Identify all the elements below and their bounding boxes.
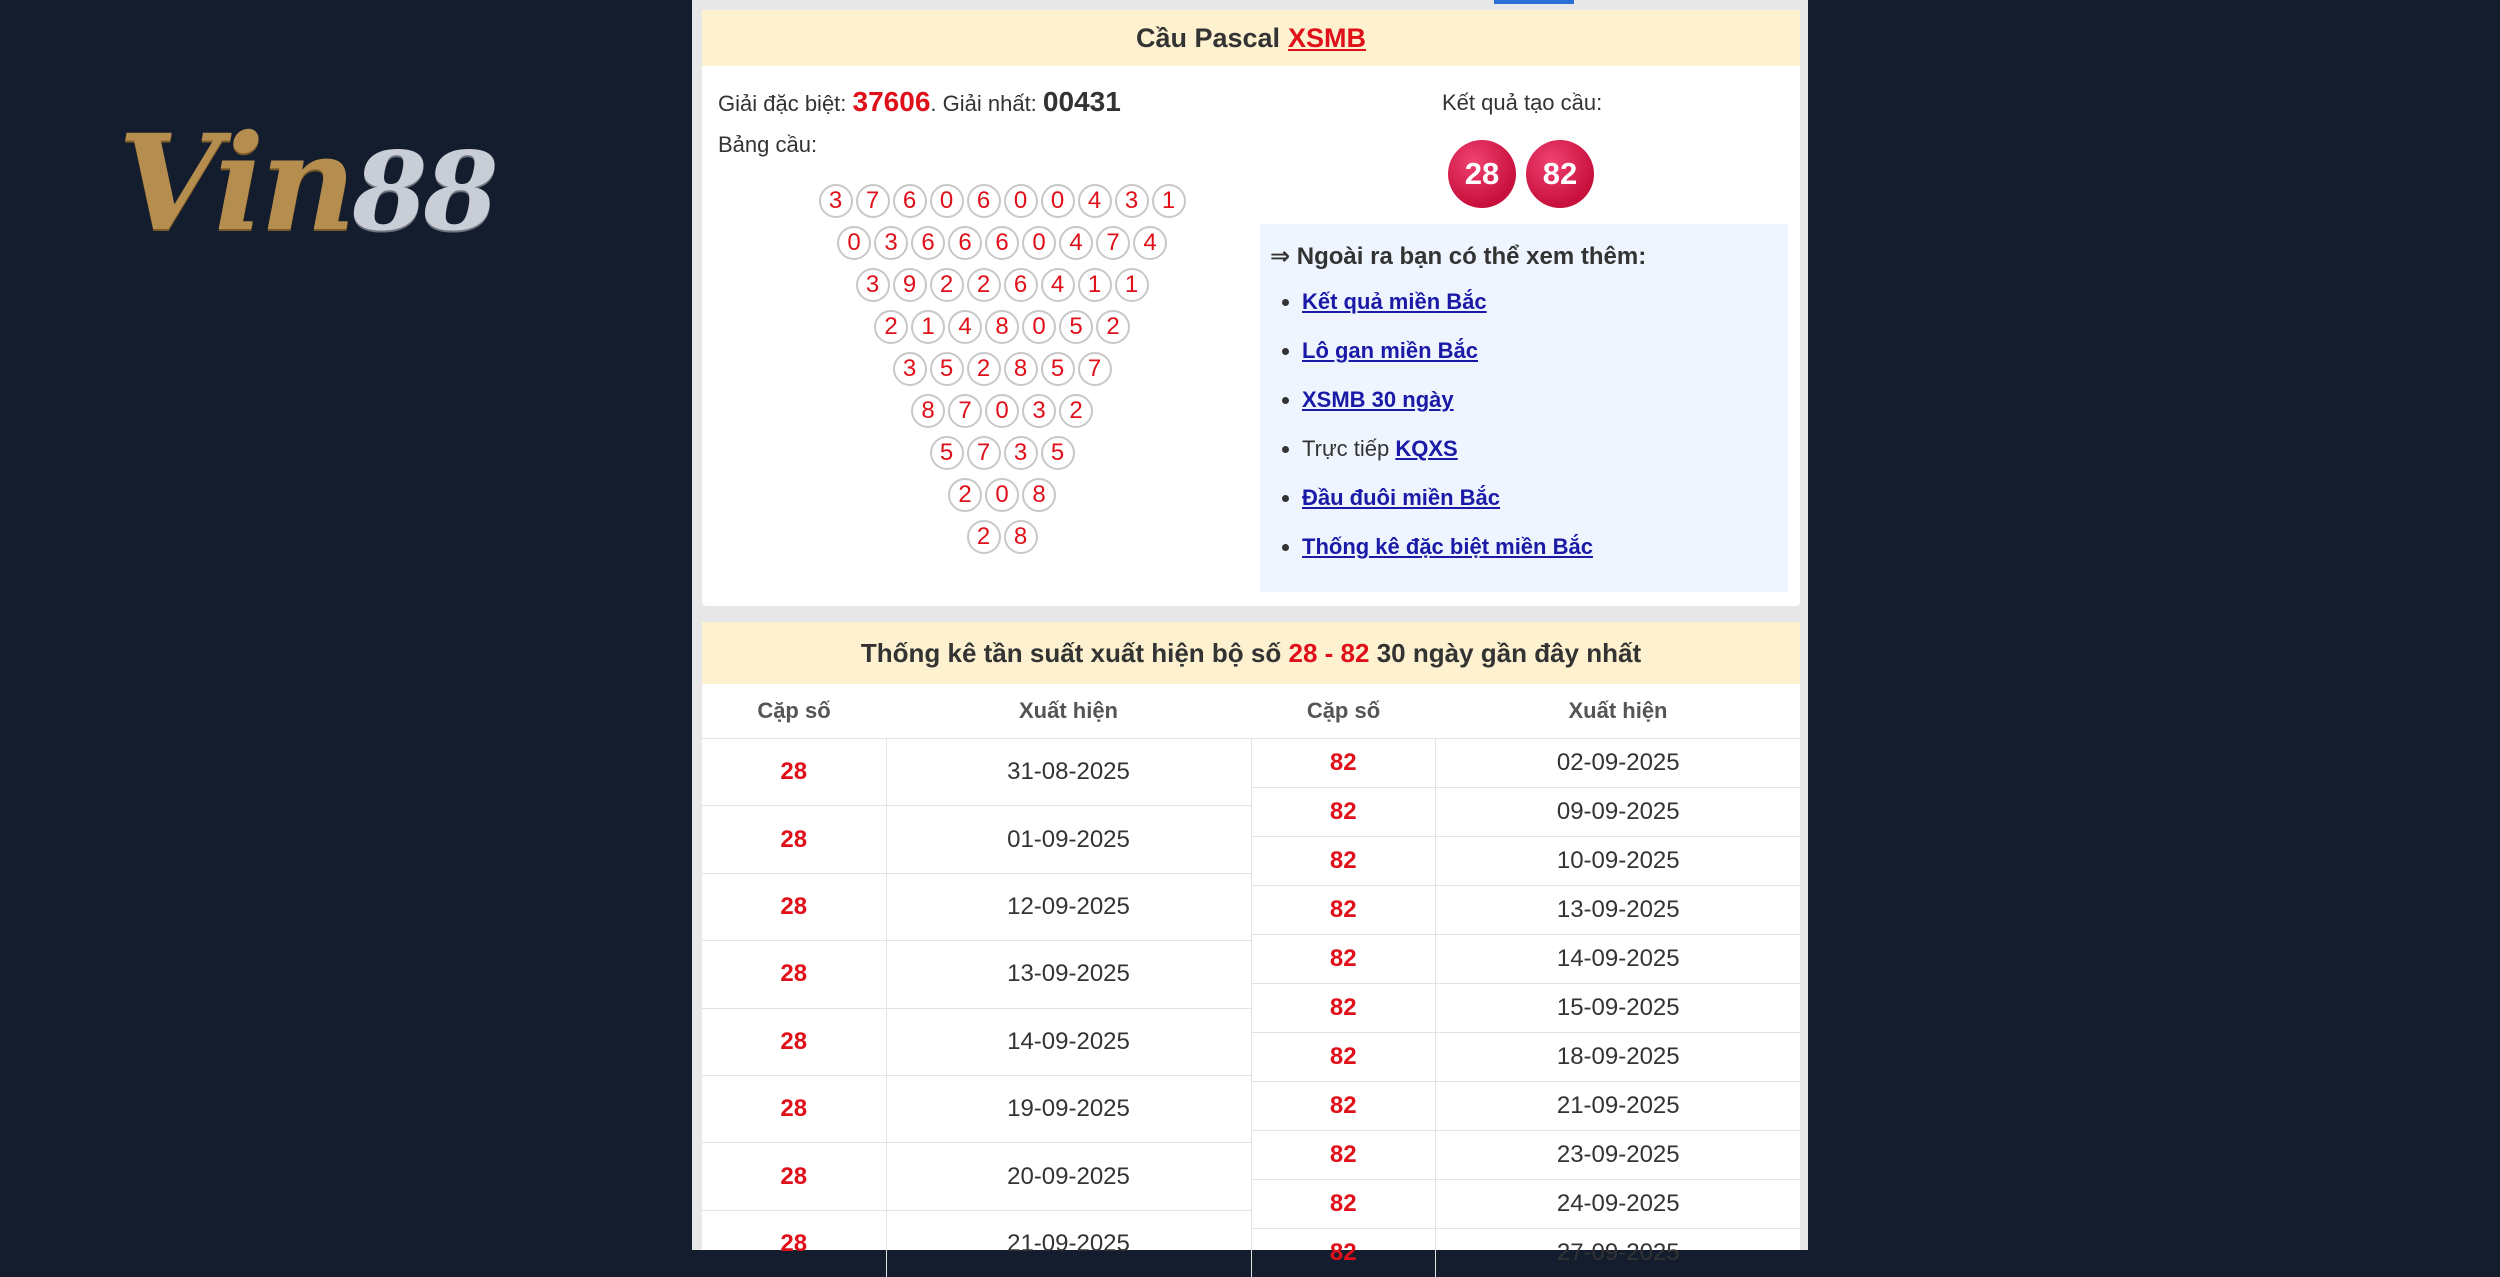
table-row [1252,1131,1801,1180]
pascal-digit: 0 [1004,184,1038,218]
pair-cell: 28 [702,873,886,940]
date-cell: 12-09-2025 [886,873,1251,940]
table-row [702,1008,1251,1075]
link-xsmb-30-ngay[interactable]: XSMB 30 ngày [1302,387,1454,412]
date-cell: 24-09-2025 [1436,1180,1801,1229]
stats-table-right [1252,684,1801,1277]
stats-table-left [702,684,1252,1277]
date-cell: 15-09-2025 [1436,984,1801,1033]
result-ball: 28 [1448,140,1516,208]
link-ket-qua-mien-bac[interactable]: Kết quả miền Bắc [1302,289,1487,314]
pascal-digit: 6 [948,226,982,260]
list-item [1302,277,1778,326]
stats-card-header [702,622,1800,684]
table-row [1252,837,1801,886]
pascal-digit: 5 [1059,310,1093,344]
link-prefix: Trực tiếp [1302,436,1395,461]
pascal-digit: 2 [1059,394,1093,428]
pascal-row [702,390,1302,432]
pascal-row [702,516,1302,558]
date-cell: 02-09-2025 [1436,739,1801,788]
pascal-digit: 4 [1133,226,1167,260]
pascal-digit: 1 [911,310,945,344]
pascal-card [702,10,1800,606]
pair-cell: 28 [702,1210,886,1277]
special-prize-label: Giải đặc biệt: [718,91,846,116]
pascal-digit: 7 [948,394,982,428]
pascal-digit: 3 [819,184,853,218]
first-prize-value: 00431 [1043,86,1121,117]
date-cell: 13-09-2025 [886,941,1251,1008]
pascal-digit: 4 [1059,226,1093,260]
pascal-digit: 0 [1022,310,1056,344]
table-row [702,739,1251,806]
more-links-title: ⇒ Ngoài ra bạn có thể xem thêm: [1270,242,1778,271]
pair-cell: 82 [1252,984,1436,1033]
date-cell: 01-09-2025 [886,806,1251,873]
pascal-digit: 5 [1041,436,1075,470]
pascal-digit: 0 [837,226,871,260]
pascal-digit: 7 [1096,226,1130,260]
date-cell: 19-09-2025 [886,1075,1251,1142]
stats-pair-b: 82 [1341,638,1370,669]
table-row [1252,1033,1801,1082]
pascal-digit: 6 [893,184,927,218]
table-row [702,941,1251,1008]
pascal-digit: 2 [1096,310,1130,344]
date-cell: 10-09-2025 [1436,837,1801,886]
pair-cell: 82 [1252,935,1436,984]
pascal-digit: 3 [1022,394,1056,428]
pascal-digit: 8 [911,394,945,428]
pascal-digit: 0 [985,394,1019,428]
table-row [702,873,1251,940]
pascal-digit: 8 [1022,478,1056,512]
table-row [1252,935,1801,984]
pair-cell: 28 [702,739,886,806]
pascal-digit: 8 [1004,352,1038,386]
pascal-digit: 6 [1004,268,1038,302]
link-thong-ke-dac-biet[interactable]: Thống kê đặc biệt miền Bắc [1302,534,1593,559]
col-header-seen: Xuất hiện [886,684,1251,739]
pascal-digit: 6 [967,184,1001,218]
pascal-digit: 3 [893,352,927,386]
pair-cell: 82 [1252,1082,1436,1131]
pascal-digit: 3 [1115,184,1149,218]
list-item [1302,522,1778,571]
pascal-row [702,348,1302,390]
stats-pair-a: 28 [1288,638,1317,669]
pascal-digit: 2 [967,352,1001,386]
pair-cell: 82 [1252,1180,1436,1229]
pascal-row [702,222,1302,264]
link-dau-duoi-mien-bac[interactable]: Đầu đuôi miền Bắc [1302,485,1500,510]
vin88-logo[interactable] [118,118,495,250]
date-cell: 31-08-2025 [886,739,1251,806]
pascal-digit: 5 [1041,352,1075,386]
pascal-digit: 4 [1078,184,1112,218]
table-row [1252,886,1801,935]
pascal-row [702,306,1302,348]
pascal-digit: 3 [856,268,890,302]
col-header-seen: Xuất hiện [1436,684,1801,739]
pair-cell: 28 [702,1075,886,1142]
pair-cell: 28 [702,1008,886,1075]
bang-cau-label: Bảng cầu: [718,132,817,158]
prize-line [718,86,1121,118]
table-row [1252,788,1801,837]
pair-cell: 82 [1252,1033,1436,1082]
table-header-row [702,684,1251,739]
pascal-title: Cầu Pascal [1136,23,1280,54]
pascal-digit: 2 [967,520,1001,554]
date-cell: 21-09-2025 [1436,1082,1801,1131]
pascal-digit: 4 [948,310,982,344]
pair-cell: 82 [1252,788,1436,837]
pascal-row [702,432,1302,474]
stats-card [702,622,1800,1250]
pascal-card-header [702,10,1800,66]
pascal-digit: 0 [930,184,964,218]
pascal-digit: 7 [856,184,890,218]
pascal-digit: 1 [1115,268,1149,302]
pair-cell: 28 [702,941,886,1008]
date-cell: 27-09-2025 [1436,1229,1801,1277]
pascal-digit: 7 [1078,352,1112,386]
pascal-digit: 8 [985,310,1019,344]
date-cell: 21-09-2025 [886,1210,1251,1277]
table-row [1252,739,1801,788]
pascal-digit: 1 [1078,268,1112,302]
link-kqxs[interactable]: KQXS [1395,436,1457,461]
list-item [1302,424,1778,473]
pascal-row [702,264,1302,306]
pascal-digit: 6 [985,226,1019,260]
first-prize-label: . Giải nhất: [930,91,1036,116]
table-row [702,1143,1251,1210]
pascal-digit: 5 [930,436,964,470]
date-cell: 09-09-2025 [1436,788,1801,837]
list-item [1302,473,1778,522]
table-row [702,1210,1251,1277]
stats-title-prefix: Thống kê tần suất xuất hiện bộ số [861,638,1281,669]
result-balls [1448,140,1594,208]
col-header-pair: Cặp số [702,684,886,739]
logo-text-88: 88 [352,129,494,255]
pascal-digit: 7 [967,436,1001,470]
pascal-digit: 1 [1152,184,1186,218]
xsmb-link[interactable]: XSMB [1288,23,1366,54]
pascal-row [702,474,1302,516]
pascal-digit: 8 [1004,520,1038,554]
table-row [1252,1229,1801,1277]
stats-tables [702,684,1800,1277]
active-tab-indicator [1494,0,1574,4]
table-row [702,806,1251,873]
pascal-digit: 6 [911,226,945,260]
pascal-digit: 2 [967,268,1001,302]
pair-cell: 82 [1252,837,1436,886]
pascal-digit: 2 [930,268,964,302]
pascal-digit: 3 [874,226,908,260]
pascal-digit: 9 [893,268,927,302]
col-header-pair: Cặp số [1252,684,1436,739]
stats-title-suffix: 30 ngày gần đây nhất [1377,638,1641,669]
pascal-digit: 0 [1022,226,1056,260]
date-cell: 18-09-2025 [1436,1033,1801,1082]
pair-cell: 82 [1252,1229,1436,1277]
pascal-digit: 0 [985,478,1019,512]
special-prize-value: 37606 [853,86,931,117]
stats-dash: - [1325,638,1334,669]
date-cell: 20-09-2025 [886,1143,1251,1210]
pascal-triangle [702,180,1302,558]
date-cell: 13-09-2025 [1436,886,1801,935]
pair-cell: 28 [702,806,886,873]
list-item [1302,375,1778,424]
date-cell: 23-09-2025 [1436,1131,1801,1180]
result-label: Kết quả tạo cầu: [1442,90,1602,116]
table-row [1252,1082,1801,1131]
pascal-digit: 4 [1041,268,1075,302]
pair-cell: 28 [702,1143,886,1210]
more-links-list [1270,277,1778,571]
result-ball: 82 [1526,140,1594,208]
table-row [702,1075,1251,1142]
more-links-box [1260,224,1788,592]
pair-cell: 82 [1252,1131,1436,1180]
pascal-digit: 3 [1004,436,1038,470]
list-item [1302,326,1778,375]
pair-cell: 82 [1252,886,1436,935]
table-row [1252,1180,1801,1229]
pair-cell: 82 [1252,739,1436,788]
pascal-digit: 2 [874,310,908,344]
link-lo-gan-mien-bac[interactable]: Lô gan miền Bắc [1302,338,1478,363]
table-row [1252,984,1801,1033]
pascal-digit: 2 [948,478,982,512]
date-cell: 14-09-2025 [1436,935,1801,984]
table-header-row [1252,684,1801,739]
date-cell: 14-09-2025 [886,1008,1251,1075]
pascal-row [702,180,1302,222]
pascal-digit: 5 [930,352,964,386]
logo-text-vin: Vin [118,106,352,261]
pascal-digit: 0 [1041,184,1075,218]
